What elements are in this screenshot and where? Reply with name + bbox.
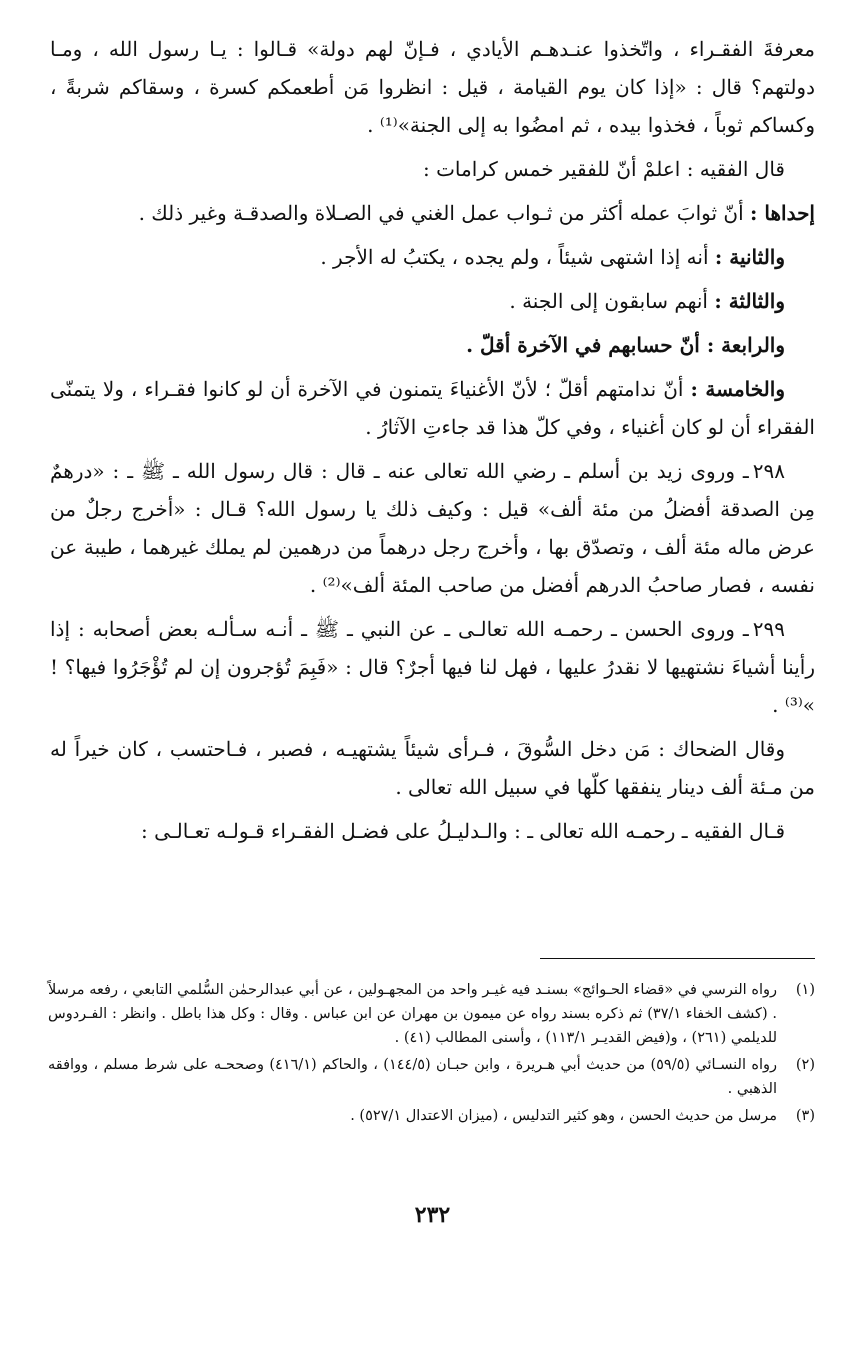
label-second: والثانية : xyxy=(714,245,785,269)
footnote-text: مرسل من حديث الحسن ، وهو كثير التدليس ، (ميزان الاعتدال ٥٢٧/١) . xyxy=(350,1108,777,1124)
text-first: أنّ ثوابَ عمله أكثر من ثـواب عمل الغني في الصـلاة والصدقـة وغير ذلك . xyxy=(138,201,751,225)
page-number: ٢٣٢ xyxy=(414,1202,451,1228)
hadith-text-298: ـ وروى زيد بن أسلم ـ رضي الله تعالى عنه ـ قال : قال رسول الله ـ ﷺ ـ : «درهمٌ مِن الصدقة أفضلُ من مئة ألف» قيل : وكيف ذلك يا رسول الله؟ قـال : «أخرج رجلٌ من عرض ماله مئة ألف ، وتصدّق بها ، وأخرج رجل درهماً من درهمين لم يملك غيرهما ، طيبة عن نفسه ، فصار صاحبُ الدرهم أفضل من صاحب المئة ألف»⁽²⁾ . xyxy=(50,459,815,597)
footnote-text: رواه النرسي في «قضاء الحـوائج» بسنـد فيه غيـر واحد من المجهـولين ، عن أبي عبدالرحمٰن السُّلمي التابعي ، رفعه مرسلاً . (كشف الخفاء ٣٧/١) ثم ذكره بسند رواه عن ميمون بن مهران عن ابن عباس . وقال : وكل هذا باطل . وانظر : الفـردوس للديلمي (٢٦١) ، و(فيض القديـر ١١٣/١) ، وأسنى المطالب (٤١) . xyxy=(48,982,777,1046)
text-fourth: أنّ حسابهم في الآخرة أقلّ . xyxy=(466,333,707,357)
footnotes-section xyxy=(48,978,815,1131)
label-fifth: والخامسة : xyxy=(690,377,785,401)
label-fourth: والرابعة : xyxy=(706,333,785,357)
paragraph-third-honor xyxy=(50,282,815,320)
paragraph-dahhak: وقال الضحاك : مَن دخل السُّوقَ ، فـرأى شيئاً يشتهيـه ، فصبر ، فـاحتسب ، كان خيراً له من مـئة ألف دينار ينفقها كلّها في سبيل الله تعالى . xyxy=(50,737,815,799)
footnote-number: (٢) xyxy=(795,1057,815,1073)
hadith-text-299: ـ وروى الحسن ـ رحمـه الله تعالـى ـ عن النبي ـ ﷺ ـ أنـه سـألـه بعض أصحابه : إذا رأينا أشياءَ نشتهيها لا نقدرُ عليها ، فهل لنا فيها أجرٌ؟ قال : «فَبِمَ تُؤجرون إن لم تُؤْجَرُوا فيها؟ ! »⁽³⁾ . xyxy=(50,617,815,717)
paragraph-first-honor xyxy=(50,194,815,232)
hadith-number-298: ٢٩٨ xyxy=(752,459,785,483)
label-third: والثالثة : xyxy=(714,289,785,313)
hadith-number-299: ٢٩٩ xyxy=(752,617,785,641)
paragraph-faqih-evidence: قـال الفقيه ـ رحمـه الله تعالى ـ : والـدليـلُ على فضـل الفقـراء قـولـه تعـالـى : xyxy=(140,819,785,843)
paragraph-1: معرفةَ الفقـراء ، واتّخذوا عنـدهـم الأيادي ، فـإنّ لهم دولة» قـالوا : يـا رسول الله ، ومـا دولتهم؟ قال : «إذا كان يوم القيامة ، قيل : انظروا مَن أطعمكم كسرة ، وسقاكم شربةً ، وكساكم ثوباً ، فخذوا بيده ، ثم امضُوا به إلى الجنة»⁽¹⁾ . xyxy=(50,37,815,137)
paragraph-faqih-statement: قال الفقيه : اعلمْ أنّ للفقير خمس كرامات : xyxy=(422,157,785,181)
text-second: أنه إذا اشتهى شيئاً ، ولم يجده ، يكتبُ له الأجر . xyxy=(320,245,715,269)
paragraph-second-honor xyxy=(50,238,815,276)
text-third: أنهم سابقون إلى الجنة . xyxy=(509,289,715,313)
text-fifth: أنّ ندامتهم أقلّ ؛ لأنّ الأغنياءَ يتمنون في الآخرة أن لو كانوا فقـراء ، ولا يتمنّى الفقراء أن لو كان أغنياء ، وفي كلّ هذا قد جاءتِ الآثارُ . xyxy=(50,377,815,439)
footnote-number: (٣) xyxy=(795,1108,815,1124)
paragraph-fifth-honor xyxy=(50,370,815,446)
footnote-text: رواه النسـائي (٥٩/٥) من حديث أبي هـريرة ، وابن حبـان (١٤٤/٥) ، والحاكم (٤١٦/١) وصححـه على شرط مسلم ، ووافقه الذهبي . xyxy=(48,1057,777,1097)
label-first: إحداها : xyxy=(750,201,815,225)
footnote-separator xyxy=(540,958,815,959)
paragraph-fourth-honor xyxy=(50,326,815,364)
footnote-2 xyxy=(48,1053,815,1101)
paragraph-hadith-299 xyxy=(50,610,815,724)
main-text-block xyxy=(50,30,815,856)
footnote-1 xyxy=(48,978,815,1050)
paragraph-hadith-298 xyxy=(50,452,815,604)
footnote-number: (١) xyxy=(795,982,815,998)
footnote-3 xyxy=(48,1104,815,1128)
